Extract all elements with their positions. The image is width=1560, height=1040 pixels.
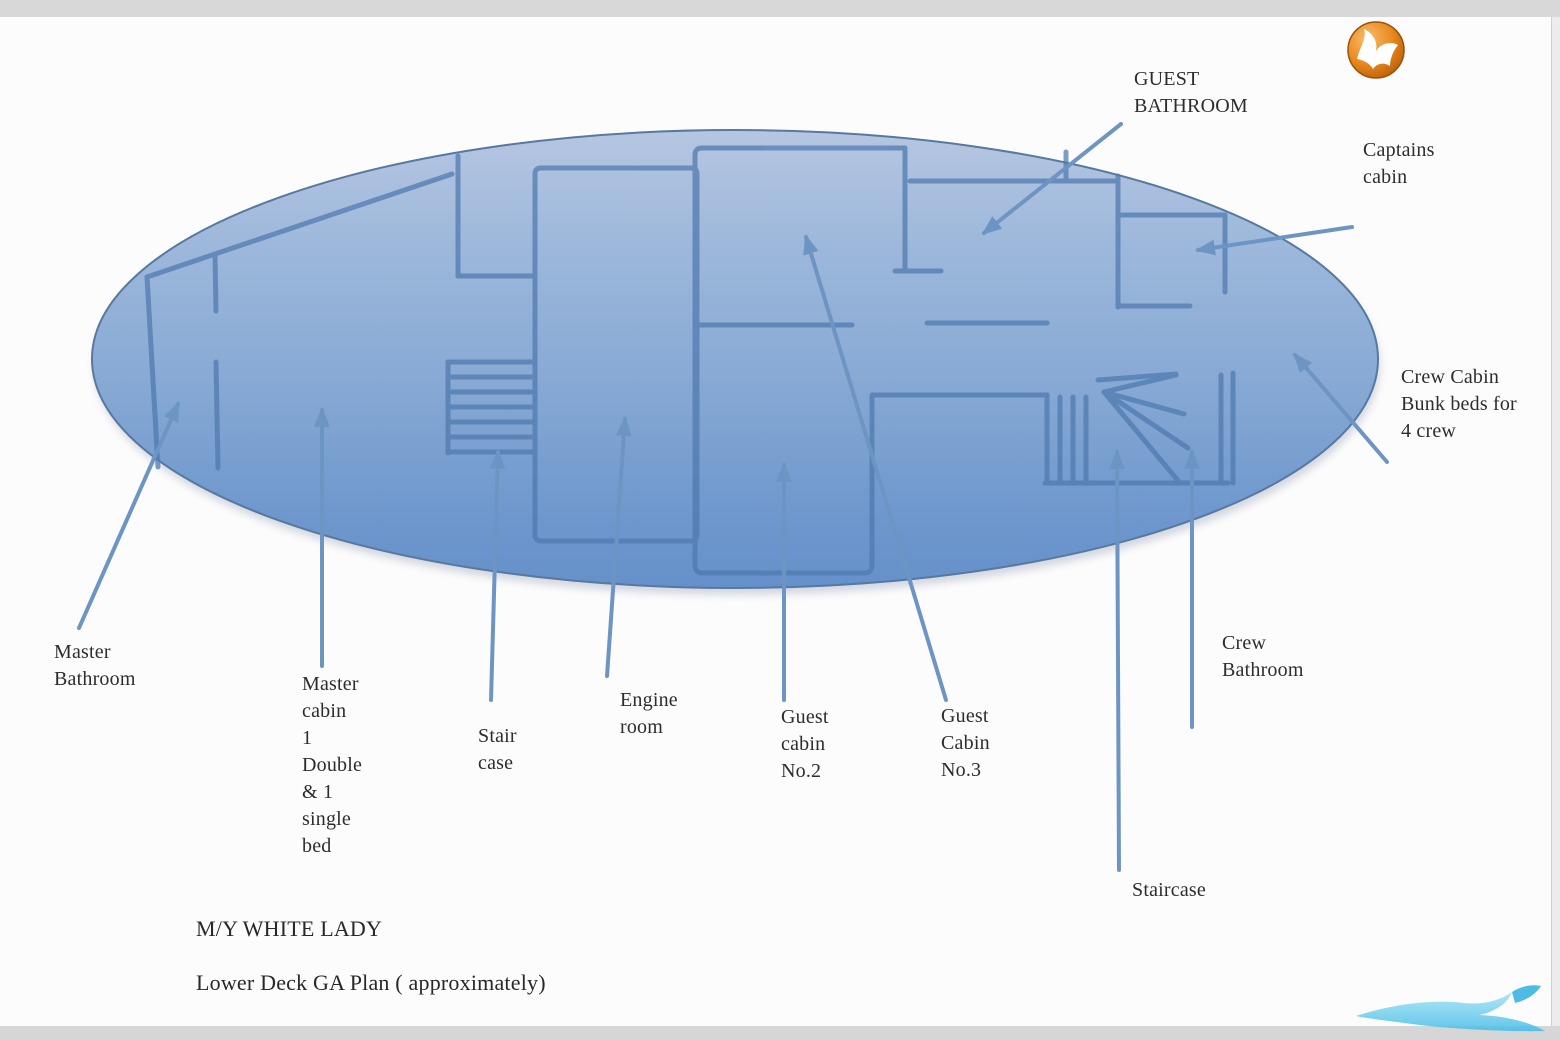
stair-case-label: Stair case xyxy=(478,725,517,774)
master-bathroom-label: Master Bathroom xyxy=(54,641,136,690)
watermark-wave xyxy=(1356,985,1545,1031)
plan-subtitle: Lower Deck GA Plan ( approximately) xyxy=(196,970,546,995)
guest-cabin-3-label: Guest Cabin No.3 xyxy=(941,705,990,781)
master-cabin-label: Master cabin 1 Double & 1 single bed xyxy=(302,673,363,857)
guest-cabin-2-label: Guest cabin No.2 xyxy=(781,706,829,782)
staircase-arrow xyxy=(1117,452,1119,870)
staircase-label: Staircase xyxy=(1132,879,1206,901)
guest-bathroom-label: GUEST BATHROOM xyxy=(1134,68,1248,117)
crew-cabin-label: Crew Cabin Bunk beds for 4 crew xyxy=(1401,366,1517,442)
vessel-title: M/Y WHITE LADY xyxy=(196,916,383,941)
crew-bathroom-label: Crew Bathroom xyxy=(1222,632,1304,681)
captains-cabin-label: Captains cabin xyxy=(1363,139,1435,188)
hull-ellipse xyxy=(92,130,1378,588)
engine-room-label: Engine room xyxy=(620,689,678,738)
brand-logo xyxy=(1348,22,1404,78)
